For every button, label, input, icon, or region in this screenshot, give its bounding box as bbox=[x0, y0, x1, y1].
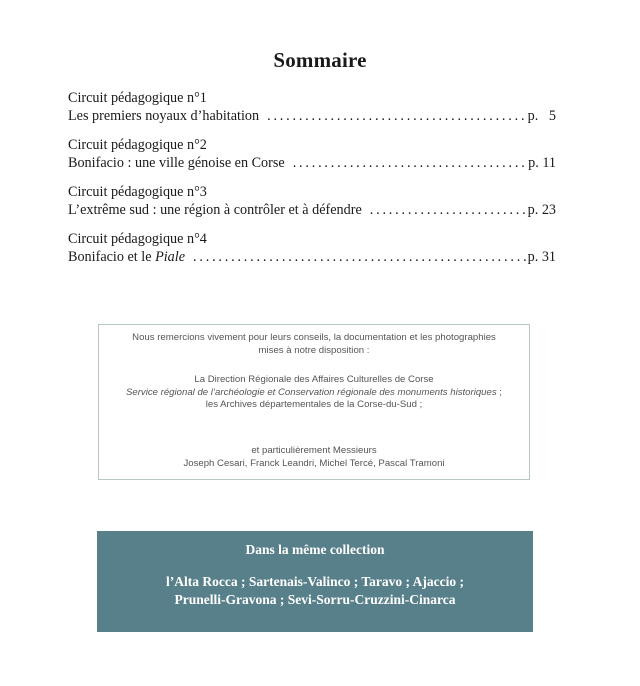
collection-line2: Prunelli-Gravona ; Sevi-Sorru-Cruzzini-Cinarca bbox=[174, 591, 456, 607]
toc-page-number: p. 31 bbox=[527, 249, 556, 265]
toc-page-number: p. 23 bbox=[527, 202, 556, 218]
toc-page-number: p. 11 bbox=[528, 155, 556, 171]
collection-box bbox=[97, 531, 533, 632]
toc-page-number: p. 5 bbox=[527, 108, 556, 124]
acknowledgement-people bbox=[99, 445, 529, 470]
collection-line1: l’Alta Rocca ; Sartenais-Valinco ; Taravo ; Ajaccio ; bbox=[166, 574, 464, 589]
dot-leader bbox=[267, 107, 526, 125]
acknowledgement-intro-line2: mises à notre disposition : bbox=[258, 344, 370, 356]
collection-title: Dans la même collection bbox=[245, 542, 385, 557]
acknowledgement-organisations bbox=[99, 374, 529, 412]
organisation-service-name: Service régional de l’archéologie et Conservation régionale des monuments historiques bbox=[126, 386, 497, 398]
toc-entry-1[interactable] bbox=[68, 89, 556, 136]
toc-title-prefix: Bonifacio et le bbox=[68, 249, 156, 265]
acknowledgement-intro bbox=[99, 332, 529, 357]
toc-entry-4[interactable] bbox=[68, 230, 556, 277]
toc-heading: Circuit pédagogique n°2 bbox=[68, 137, 207, 153]
toc-heading: Circuit pédagogique n°3 bbox=[68, 184, 207, 200]
page-title: Sommaire bbox=[273, 48, 367, 72]
acknowledgements-box bbox=[98, 324, 530, 480]
dot-leader bbox=[370, 201, 526, 219]
people-names: Joseph Cesari, Franck Leandri, Michel Tercé, Pascal Tramoni bbox=[183, 457, 445, 469]
organisation-service-suffix: ; bbox=[496, 386, 502, 398]
people-intro: et particulièrement Messieurs bbox=[251, 445, 377, 456]
toc-entry-2[interactable] bbox=[68, 136, 556, 183]
toc-title-italic: Piale bbox=[155, 249, 186, 265]
toc-title: L’extrême sud : une région à contrôler et à défendre bbox=[68, 202, 362, 218]
dot-leader bbox=[193, 248, 526, 266]
toc-entry-3[interactable] bbox=[68, 183, 556, 230]
organisation-service bbox=[99, 387, 529, 400]
collection-list bbox=[97, 573, 533, 608]
toc-title: Bonifacio : une ville génoise en Corse bbox=[68, 155, 285, 171]
toc-heading: Circuit pédagogique n°4 bbox=[68, 231, 207, 247]
table-of-contents bbox=[68, 89, 556, 277]
organisation-archives: les Archives départementales de la Corse-du-Sud ; bbox=[205, 399, 423, 410]
dot-leader bbox=[293, 154, 526, 172]
toc-title: Les premiers noyaux d’habitation bbox=[68, 108, 260, 124]
toc-title bbox=[68, 248, 185, 266]
organisation-drac: La Direction Régionale des Affaires Culturelles de Corse bbox=[194, 374, 434, 385]
toc-heading: Circuit pédagogique n°1 bbox=[68, 90, 207, 106]
acknowledgement-intro-line1: Nous remercions vivement pour leurs conseils, la documentation et les photographies bbox=[132, 332, 496, 343]
